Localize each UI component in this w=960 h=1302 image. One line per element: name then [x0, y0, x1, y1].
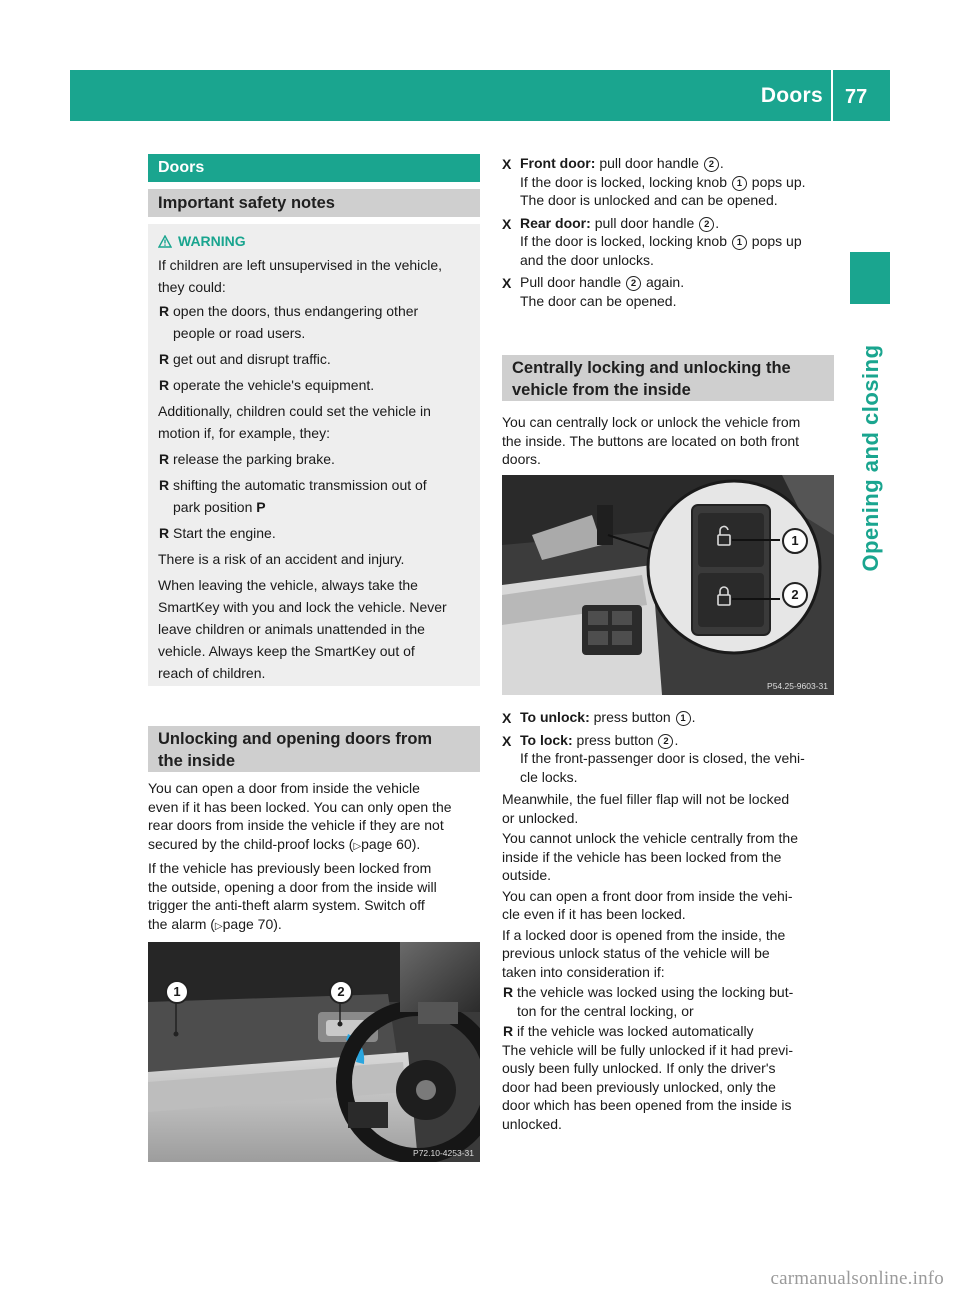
side-tab [850, 252, 890, 304]
section-title-doors: Doors [148, 154, 480, 182]
callout-number: 1 [676, 711, 691, 726]
if-locked-paragraph: If a locked door is opened from the inside, the previous unlock status of the vehicle will be taken into consideration if: [502, 926, 786, 980]
door-steps [502, 154, 838, 310]
step-arrow-icon: X [502, 710, 512, 726]
callout-number: 1 [732, 176, 747, 191]
bullet-icon: R [503, 984, 514, 1000]
warning-intro-1: If children are left unsupervised in the vehicle, [158, 257, 443, 273]
side-chapter-label: Opening and closing [858, 344, 883, 572]
bullet-icon: R [503, 1023, 514, 1039]
list-item: R if the vehicle was locked automatically [503, 1023, 754, 1039]
central-locking-text [502, 708, 838, 1133]
step-rear-door: X Rear door: pull door handle 2 . If the door is locked, locking knob 1 pops up and the door unlocks. [502, 214, 802, 268]
central-locking-illustration [502, 475, 834, 695]
callout-2: 2 [329, 980, 353, 1004]
subsection-title-unlocking: Unlocking and opening doors from the inside [148, 726, 480, 772]
subsection-title-central-locking: Centrally locking and unlocking the vehicle from the inside [502, 355, 834, 401]
door-interior-illustration [148, 942, 480, 1162]
bullet-icon: R [159, 351, 170, 367]
callout-number: 2 [626, 276, 641, 291]
front-open-paragraph: You can open a front door from inside the vehi- cle even if it has been locked. [502, 887, 793, 922]
warning-para-2: Additionally, children could set the vehicle in motion if, for example, they: [158, 403, 431, 441]
footer-watermark[interactable]: carmanualsonline.info [770, 1268, 944, 1289]
list-item: R the vehicle was locked using the locking but- ton for the central locking, or [503, 984, 794, 1019]
step-pull-again: X Pull door handle 2 again. The door can be opened. [502, 274, 685, 309]
subsection-title-safety: Important safety notes [148, 189, 480, 217]
warning-para-4: When leaving the vehicle, always take the SmartKey with you and lock the vehicle. Never leave children or animals unattended in the vehicle. Always keep the SmartKey out of reach of children. [158, 577, 447, 681]
page-ref-arrow-icon: ▷ [353, 840, 362, 852]
warning-risk: There is a risk of an accident and injury. [158, 551, 405, 567]
warning-intro-2: they could: [158, 279, 226, 295]
step-arrow-icon: X [502, 156, 512, 172]
central-locking-buttons-photo [502, 475, 834, 695]
park-position-symbol: P [256, 499, 266, 515]
list-item: R open the doors, thus endangering other people or road users. [158, 300, 472, 344]
page-ref-arrow-icon: ▷ [214, 920, 223, 932]
step-arrow-icon: X [502, 275, 512, 291]
bullet-icon: R [159, 377, 170, 393]
unlocking-paragraph-2: If the vehicle has previously been locked from the outside, opening a door from the inside will trigger the anti-theft alarm system. Switch off the alarm (▷page 70). [148, 860, 437, 932]
list-item: R get out and disrupt traffic. [158, 348, 472, 370]
bullet-icon: R [159, 477, 170, 493]
bullet-icon: R [159, 451, 170, 467]
list-item: R operate the vehicle's equipment. [158, 374, 472, 396]
callout-number: 2 [699, 217, 714, 232]
step-arrow-icon: X [502, 732, 512, 749]
bullet-icon: R [159, 525, 170, 541]
meanwhile-paragraph: Meanwhile, the fuel filler flap will not be locked or unlocked. [502, 791, 790, 826]
final-paragraph: The vehicle will be fully unlocked if it had previ- ously been fully unlocked. If only the driver's door had been previously unlocked, only the door which has been opened from the inside is unlocked. [502, 1041, 794, 1132]
central-locking-paragraph: You can centrally lock or unlock the vehicle from the inside. The buttons are located on both front doors. [502, 414, 801, 467]
step-arrow-icon: X [502, 215, 512, 232]
page-number: 77 [845, 86, 868, 108]
step-front-door: X Front door: pull door handle 2 . If the door is locked, locking knob 1 pops up. The door is unlocked and can be opened. [502, 155, 806, 208]
door-interior-photo [148, 942, 480, 1162]
callout-1: 1 [165, 980, 189, 1004]
warning-box [148, 224, 480, 686]
photo-code: P72.10-4253-31 [413, 1148, 474, 1158]
warning-triangle-icon [158, 235, 172, 248]
list-item: R Start the engine. [158, 522, 472, 544]
step-to-lock: X To lock: press button 2 . If the front-passenger door is closed, the vehi- cle locks. [502, 731, 805, 785]
header-title: Doors [760, 84, 823, 107]
step-to-unlock: X To unlock: press button 1 . [502, 709, 696, 726]
list-item: R release the parking brake. [158, 448, 472, 470]
page-ref-link[interactable]: page 70). [222, 915, 282, 932]
list-item: R shifting the automatic transmission out of park position P [158, 474, 472, 518]
photo-code: P54.25-9603-31 [767, 681, 828, 691]
callout-number: 1 [732, 235, 747, 250]
unlocking-paragraph-1: You can open a door from inside the vehicle even if it has been locked. You can only open the rear doors from inside the vehicle if they are not secured by the child-proof locks (▷page 60). [148, 780, 452, 852]
cannot-unlock-paragraph: You cannot unlock the vehicle centrally from the inside if the vehicle has been locked from the outside. [502, 830, 798, 883]
header-separator [831, 70, 833, 121]
callout-number: 2 [658, 734, 673, 749]
warning-title: WARNING [178, 233, 246, 249]
callout-2: 2 [782, 582, 808, 608]
callout-number: 2 [704, 157, 719, 172]
callout-1: 1 [782, 528, 808, 554]
warning-heading [158, 230, 472, 252]
page-ref-link[interactable]: page 60). [361, 835, 421, 852]
bullet-icon: R [159, 303, 170, 319]
